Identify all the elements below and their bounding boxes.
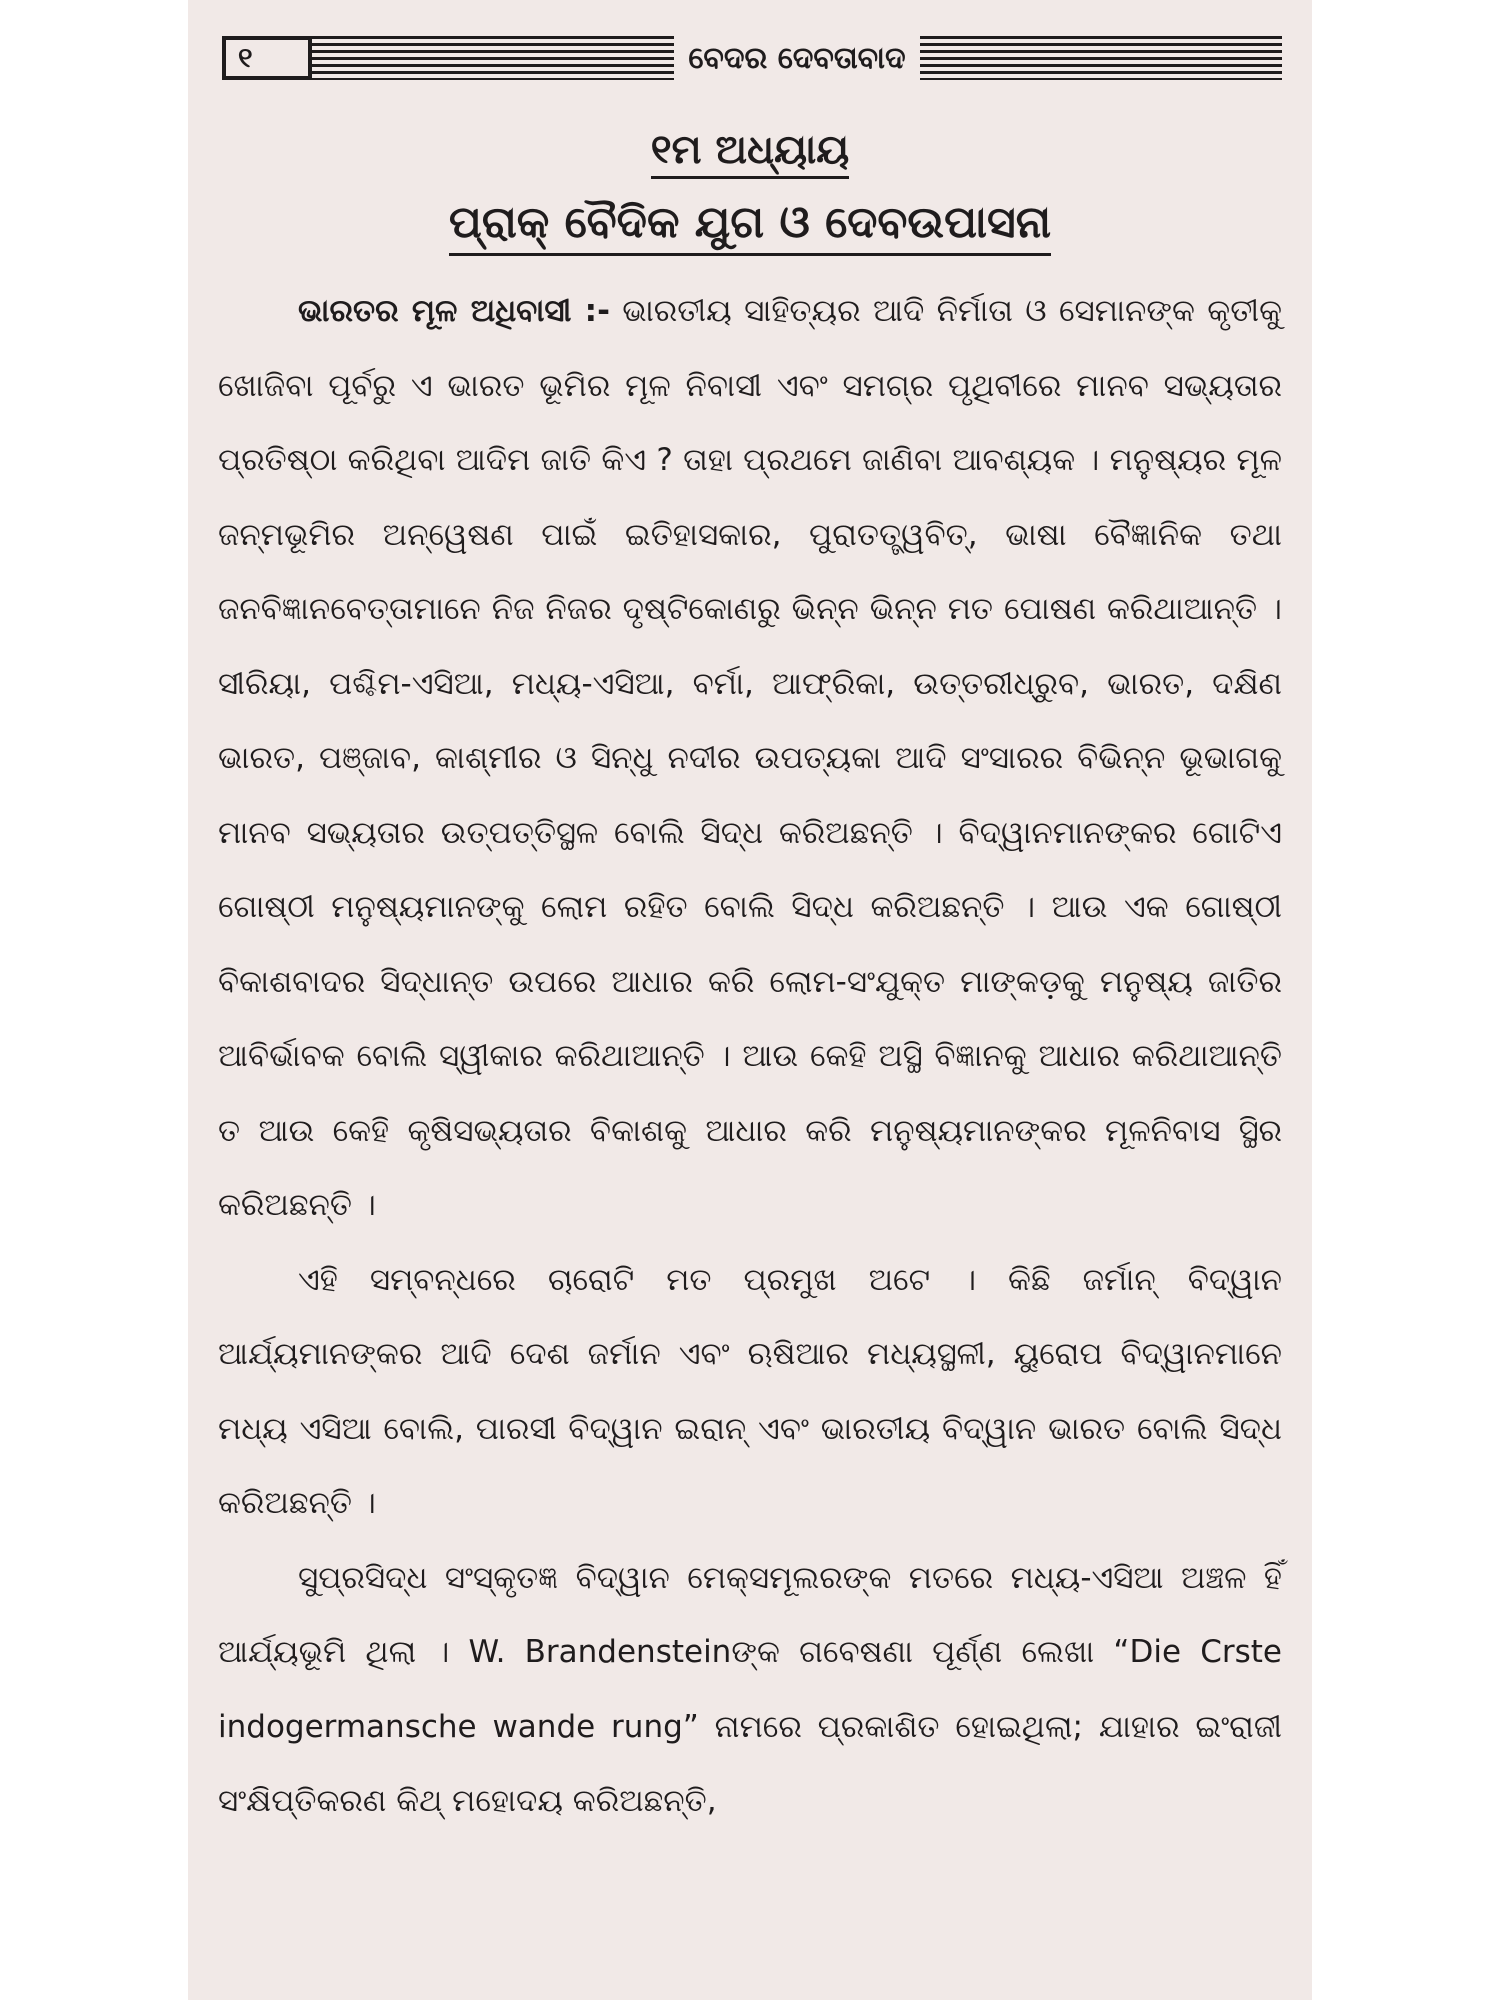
book-page <box>188 0 1312 2000</box>
paragraph-text: ଏହି ସମ୍ବନ୍ଧରେ ଚାରୋଟି ମତ ପ୍ରମୁଖ ଅଟେ । କିଛି ଜର୍ମାନ୍ ବିଦ୍ୱାନ ଆର୍ଯ୍ୟମାନଙ୍କର ଆଦି ଦେଶ ଜର୍ମାନ ଏବଂ ଋଷିଆର ମଧ୍ୟସ୍ଥଳୀ, ୟୁରୋପ ବିଦ୍ୱାନମାନେ ମଧ୍ୟ ଏସିଆ ବୋଲି, ପାରସୀ ବିଦ୍ୱାନ ଇରାନ୍ ଏବଂ ଭାରତୀୟ ବିଦ୍ୱାନ ଭାରତ ବୋଲି ସିଦ୍ଧ କରିଅଛନ୍ତି । <box>218 1261 1282 1522</box>
paragraph-text: ଭାରତୀୟ ସାହିତ୍ୟର ଆଦି ନିର୍ମାତା ଓ ସେମାନଙ୍କ କୃତୀକୁ ଖୋଜିବା ପୂର୍ବରୁ ଏ ଭାରତ ଭୂମିର ମୂଳ ନିବାସୀ ଏବଂ ସମଗ୍ର ପୃଥିବୀରେ ମାନବ ସଭ୍ୟତାର ପ୍ରତିଷ୍ଠା କରିଥିବା ଆଦିମ ଜାତି କିଏ ? ତାହା ପ୍ରଥମେ ଜାଣିବା ଆବଶ୍ୟକ । ମନୁଷ୍ୟର ମୂଳ ଜନ୍ମଭୂମିର ଅନ୍ୱେଷଣ ପାଇଁ ଇତିହାସକାର, ପୁରାତତ୍ତ୍ୱବିତ୍, ଭାଷା ବୈଜ୍ଞାନିକ ତଥା ଜନବିଜ୍ଞାନବେତ୍ତାମାନେ ନିଜ ନିଜର ଦୃଷ୍ଟିକୋଣରୁ ଭିନ୍ନ ଭିନ୍ନ ମତ ପୋଷଣ କରିଥାଆନ୍ତି । ସୀରିୟା, ପଶ୍ଚିମ-ଏସିଆ, ମଧ୍ୟ-ଏସିଆ, ବର୍ମା, ଆଫ୍ରିକା, ଉତ୍ତରୀଧ୍ରୁବ, ଭାରତ, ଦକ୍ଷିଣ ଭାରତ, ପଞ୍ଜାବ, କାଶ୍ମୀର ଓ ସିନ୍ଧୁ ନଦୀର ଉପତ୍ୟକା ଆଦି ସଂସାରର ବିଭିନ୍ନ ଭୂଭାଗକୁ ମାନବ ସଭ୍ୟତାର ଉତ୍ପତ୍ତିସ୍ଥଳ ବୋଲି ସିଦ୍ଧ କରିଅଛନ୍ତି । ବିଦ୍ୱାନମାନଙ୍କର ଗୋଟିଏ ଗୋଷ୍ଠୀ ମନୁଷ୍ୟମାନଙ୍କୁ ଲୋମ ରହିତ ବୋଲି ସିଦ୍ଧ କରିଅଛନ୍ତି । ଆଉ ଏକ ଗୋଷ୍ଠୀ ବିକାଶବାଦର ସିଦ୍ଧାନ୍ତ ଉପରେ ଆଧାର କରି ଲୋମ-ସଂଯୁକ୍ତ ମାଙ୍କଡ଼କୁ ମନୁଷ୍ୟ ଜାତିର ଆବିର୍ଭାବକ ବୋଲି ସ୍ୱୀକାର କରିଥାଆନ୍ତି । ଆଉ କେହି ଅସ୍ଥି ବିଜ୍ଞାନକୁ ଆଧାର କରିଥାଆନ୍ତି ତ ଆଉ କେହି କୃଷିସଭ୍ୟତାର ବିକାଶକୁ ଆଧାର କରି ମନୁଷ୍ୟମାନଙ୍କର ମୂଳନିବାସ ସ୍ଥିର କରିଅଛନ୍ତି । <box>218 293 1282 1224</box>
paragraph <box>218 1243 1282 1541</box>
chapter-label <box>214 128 1286 179</box>
page-number: ୧ <box>222 36 312 80</box>
chapter-title-text: ପ୍ରାକ୍ ବୈଦିକ ଯୁଗ ଓ ଦେବଉପାସନା <box>449 199 1051 256</box>
paragraph-text: ସୁପ୍ରସିଦ୍ଧ ସଂସ୍କୃତଜ୍ଞ ବିଦ୍ୱାନ ମେକ୍ସମୂଲରଙ୍କ ମତରେ ମଧ୍ୟ-ଏସିଆ ଅଞ୍ଚଳ ହିଁ ଆର୍ଯ୍ୟଭୂମି ଥିଲା । W. Brandensteinଙ୍କ ଗବେଷଣା ପୂର୍ଣ୍ଣ ଲେଖା “Die Crste indogermansche wande rung” ନାମରେ ପ୍ରକାଶିତ ହୋଇଥିଲା; ଯାହାର ଇଂରାଜୀ ସଂକ୍ଷିପ୍ତିକରଣ କିଥ୍ ମହୋଦୟ କରିଅଛନ୍ତି, <box>218 1559 1282 1820</box>
running-header <box>222 32 1282 84</box>
running-title: ବେଦର ଦେବତାବାଦ <box>674 41 919 76</box>
header-rule-right <box>920 36 1282 80</box>
header-rule-left <box>312 36 674 80</box>
paragraph <box>218 274 1282 1243</box>
paragraph-lead: ଭାରତର ମୂଳ ଅଧିବାସୀ :- <box>298 293 610 330</box>
body-text <box>214 274 1286 1839</box>
chapter-title <box>214 199 1286 256</box>
paragraph <box>218 1541 1282 1839</box>
chapter-label-text: ୧ମ ଅଧ୍ୟାୟ <box>651 128 849 179</box>
